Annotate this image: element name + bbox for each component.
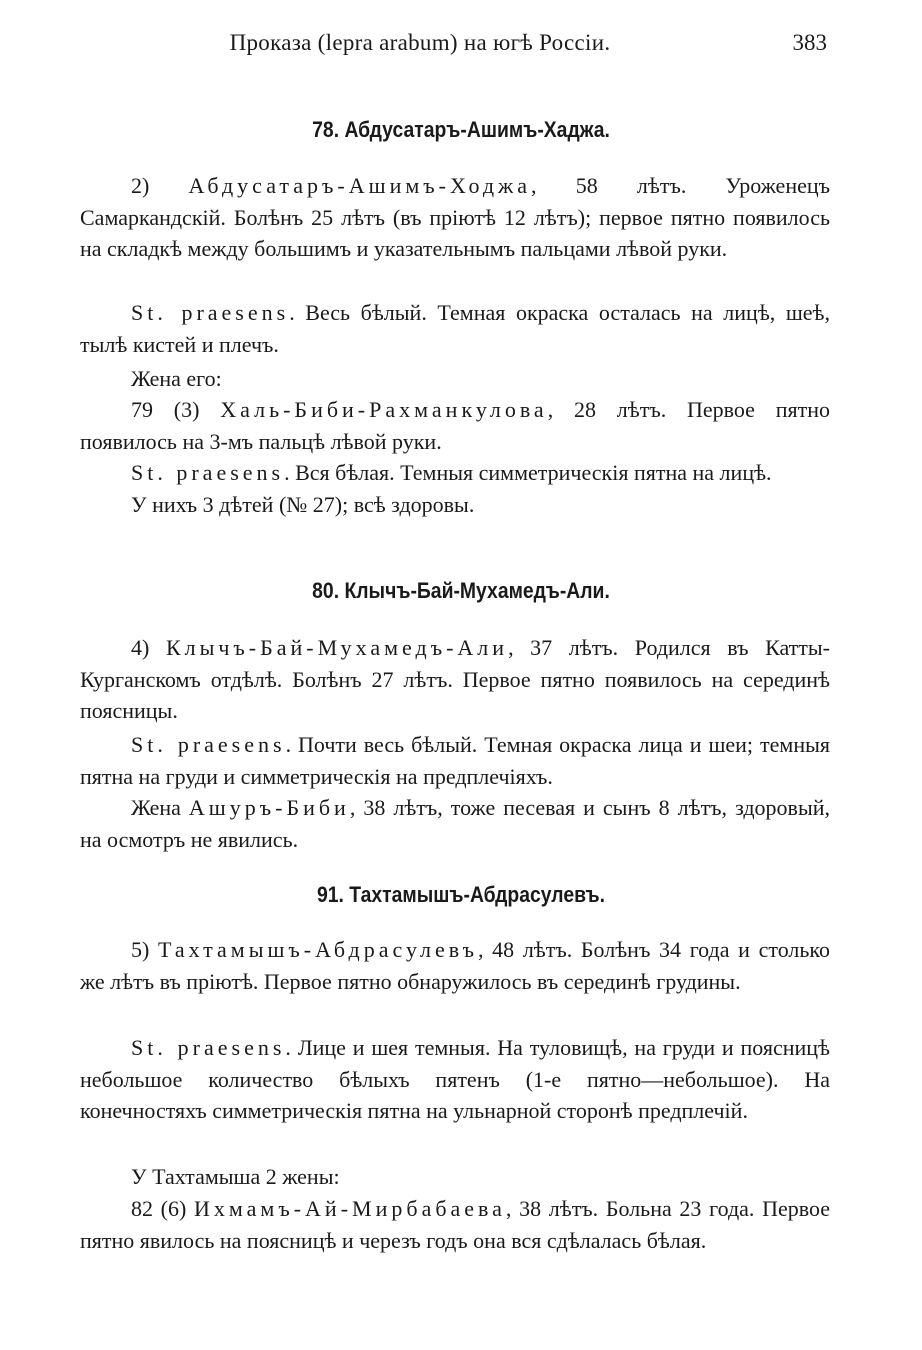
paragraph: St. praesens. Весь бѣлый. Темная окраска осталась на лицѣ, шеѣ, тылѣ кистей и плечъ. [80,300,831,357]
paragraph: У нихъ 3 дѣтей (№ 27); всѣ здоровы. [131,492,475,517]
running-title: Проказа (lepra arabum) на югѣ Россіи. [229,30,611,55]
paragraph: 79 (3) Халь-Биби-Рахманкулова, 28 лѣтъ. Первое пятно появилось на 3-мъ пальцѣ лѣвой руки. [80,397,830,454]
paragraph: 2) Абдусатаръ-Ашимъ-Ходжа, 58 лѣтъ. Уроженецъ Самаркандскій. Болѣнъ 25 лѣтъ (въ пріютѣ 12 лѣтъ); первое пятно появилось на складкѣ между большимъ и указательнымъ пальцами лѣвой руки. [80,173,831,261]
paragraph: 5) Тахтамышъ-Абдрасулевъ, 48 лѣтъ. Болѣнъ 34 года и столько же лѣтъ въ пріютѣ. Первое пятно обнаружилось въ серединѣ грудины. [80,937,830,994]
paragraph: Жена его: [131,366,222,391]
section-number: 80 [312,578,334,603]
patient-name: Абдусатаръ-Ашимъ-Ходжа [188,173,531,198]
page-number: 383 [792,30,827,55]
section-number: 78 [312,117,334,142]
patient-name: Клычъ-Бай-Мухамедъ-Али [165,635,509,660]
paragraph: Жена Ашуръ-Биби, 38 лѣтъ, тоже песевая и сынъ 8 лѣтъ, здоровый, на осмотръ не явились. [80,795,830,852]
section-title: . Абдусатаръ-Ашимъ-Хаджа. [333,117,610,142]
status-praesens-label: St. praesens [131,300,290,325]
section-title: . Тахтамышъ-Абдрасулевъ. [338,882,606,907]
section-heading-91 [126,882,797,908]
paragraph: 4) Клычъ-Бай-Мухамедъ-Али, 37 лѣтъ. Родился въ Катты-Курганскомъ отдѣлѣ. Болѣнъ 27 лѣтъ. Первое пятно появилось на серединѣ поясницы. [80,635,830,723]
patient-name: Тахтамышъ-Абдрасулевъ [158,937,478,962]
status-praesens-label: St. praesens [131,732,286,757]
paragraph: У Тахтамыша 2 жены: [131,1164,340,1189]
paragraph: St. praesens. Вся бѣлая. Темныя симметрическія пятна на лицѣ. [131,460,772,485]
paragraph: St. praesens. Лице и шея темныя. На туловищѣ, на груди и поясницѣ небольшое количество бѣлыхъ пятенъ (1-е пятно—небольшое). На конечностяхъ симметрическія пятна на ульнарной сторонѣ предплечій. [80,1035,830,1123]
section-heading-78 [126,117,797,143]
paragraph: St. praesens. Почти весь бѣлый. Темная окраска лица и шеи; темныя пятна на груди и симметрическія на предплечіяхъ. [80,732,830,789]
section-number: 91 [316,882,339,907]
patient-name: Халь-Биби-Рахманкулова [220,397,548,422]
page-header [0,30,922,70]
status-praesens-label: St. praesens [131,460,285,485]
patient-name: Ашуръ-Биби [188,795,350,820]
paragraph: 82 (6) Ихмамъ-Ай-Мирбабаева, 38 лѣтъ. Больна 23 года. Первое пятно явилось на поясницѣ и черезъ годъ она вся сдѣлалась бѣлая. [80,1196,830,1253]
section-heading-80 [126,578,797,604]
status-praesens-label: St. praesens [131,1035,286,1060]
section-title: . Клычъ-Бай-Мухамедъ-Али. [333,578,610,603]
patient-name: Ихмамъ-Ай-Мирбабаева [194,1196,506,1221]
